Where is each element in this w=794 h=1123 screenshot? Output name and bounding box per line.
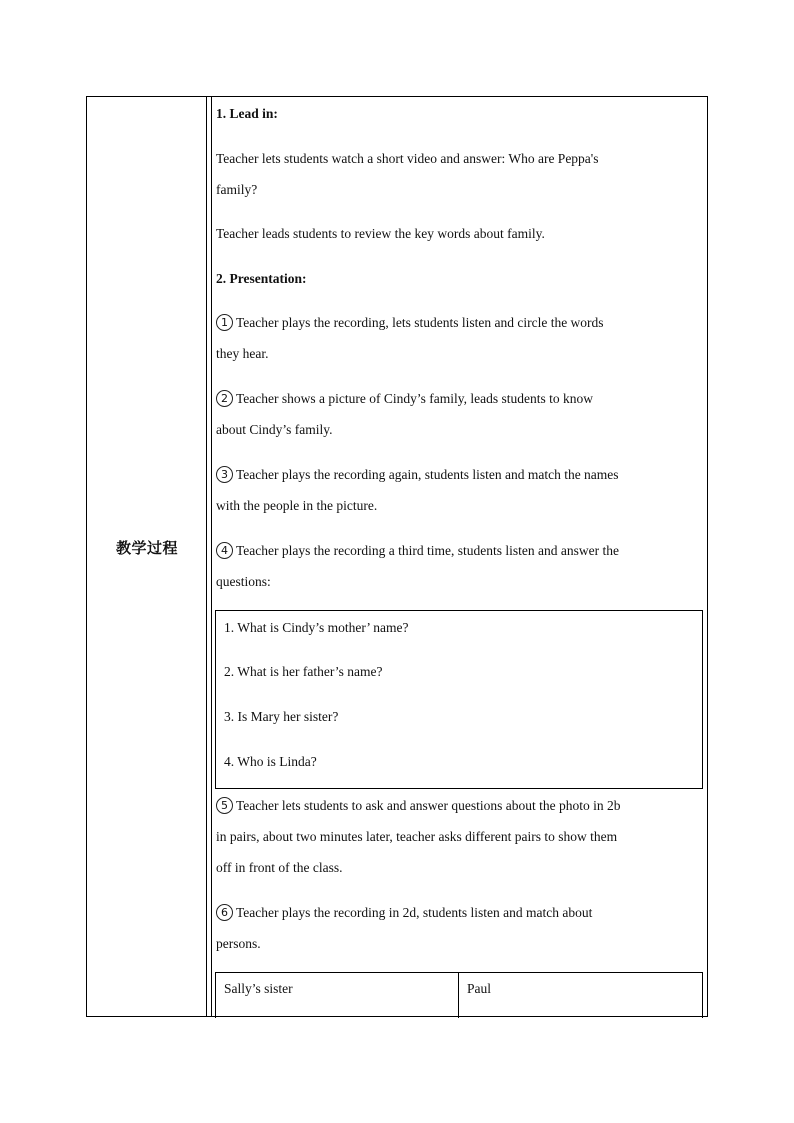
match-cell-left: Sally’s sister	[216, 973, 459, 1018]
question-3: 3. Is Mary her sister?	[224, 709, 339, 724]
step-2-line1: Teacher shows a picture of Cindy’s family, leads students to know	[236, 391, 593, 406]
lead-in-heading: 1. Lead in:	[216, 106, 278, 121]
lead-in-paragraph-1	[216, 143, 696, 205]
left-label-column	[87, 97, 207, 1016]
step-1	[216, 307, 696, 369]
step-5-line3: off in front of the class.	[216, 860, 343, 875]
question-2: 2. What is her father’s name?	[224, 664, 383, 679]
questions-box	[215, 610, 703, 789]
step-6-line1: Teacher plays the recording in 2d, students listen and match about	[236, 905, 593, 920]
step-6-line2: persons.	[216, 936, 261, 951]
circled-number-4: 4	[216, 542, 233, 559]
question-1: 1. What is Cindy’s mother’ name?	[224, 620, 409, 635]
step-4-line1: Teacher plays the recording a third time, students listen and answer the	[236, 543, 619, 558]
step-3-line1: Teacher plays the recording again, students listen and match the names	[236, 467, 619, 482]
lead-in-paragraph-2: Teacher leads students to review the key words about family.	[216, 226, 545, 241]
step-4-line2: questions:	[216, 574, 271, 589]
step-6	[216, 897, 696, 959]
lead-in-p1-line2: family?	[216, 182, 258, 197]
step-3	[216, 459, 696, 521]
circled-number-6: 6	[216, 904, 233, 921]
step-3-line2: with the people in the picture.	[216, 498, 378, 513]
content-column	[211, 97, 707, 1016]
step-1-line1: Teacher plays the recording, lets students listen and circle the words	[236, 315, 604, 330]
circled-number-3: 3	[216, 466, 233, 483]
presentation-heading: 2. Presentation:	[216, 271, 307, 286]
step-2-line2: about Cindy’s family.	[216, 422, 333, 437]
teaching-process-label: 教学过程	[115, 539, 178, 557]
question-4: 4. Who is Linda?	[224, 754, 317, 769]
step-1-line2: they hear.	[216, 346, 269, 361]
step-5	[216, 790, 696, 883]
circled-number-2: 2	[216, 390, 233, 407]
circled-number-1: 1	[216, 314, 233, 331]
match-table	[215, 972, 703, 1018]
lesson-table	[86, 96, 708, 1017]
step-2	[216, 383, 696, 445]
step-4	[216, 535, 696, 597]
step-5-line2: in pairs, about two minutes later, teacher asks different pairs to show them	[216, 829, 618, 844]
match-cell-right: Paul	[467, 981, 492, 996]
lead-in-p1-line1: Teacher lets students watch a short video and answer: Who are Peppa's	[216, 151, 599, 166]
step-5-line1: Teacher lets students to ask and answer questions about the photo in 2b	[236, 798, 621, 813]
circled-number-5: 5	[216, 797, 233, 814]
